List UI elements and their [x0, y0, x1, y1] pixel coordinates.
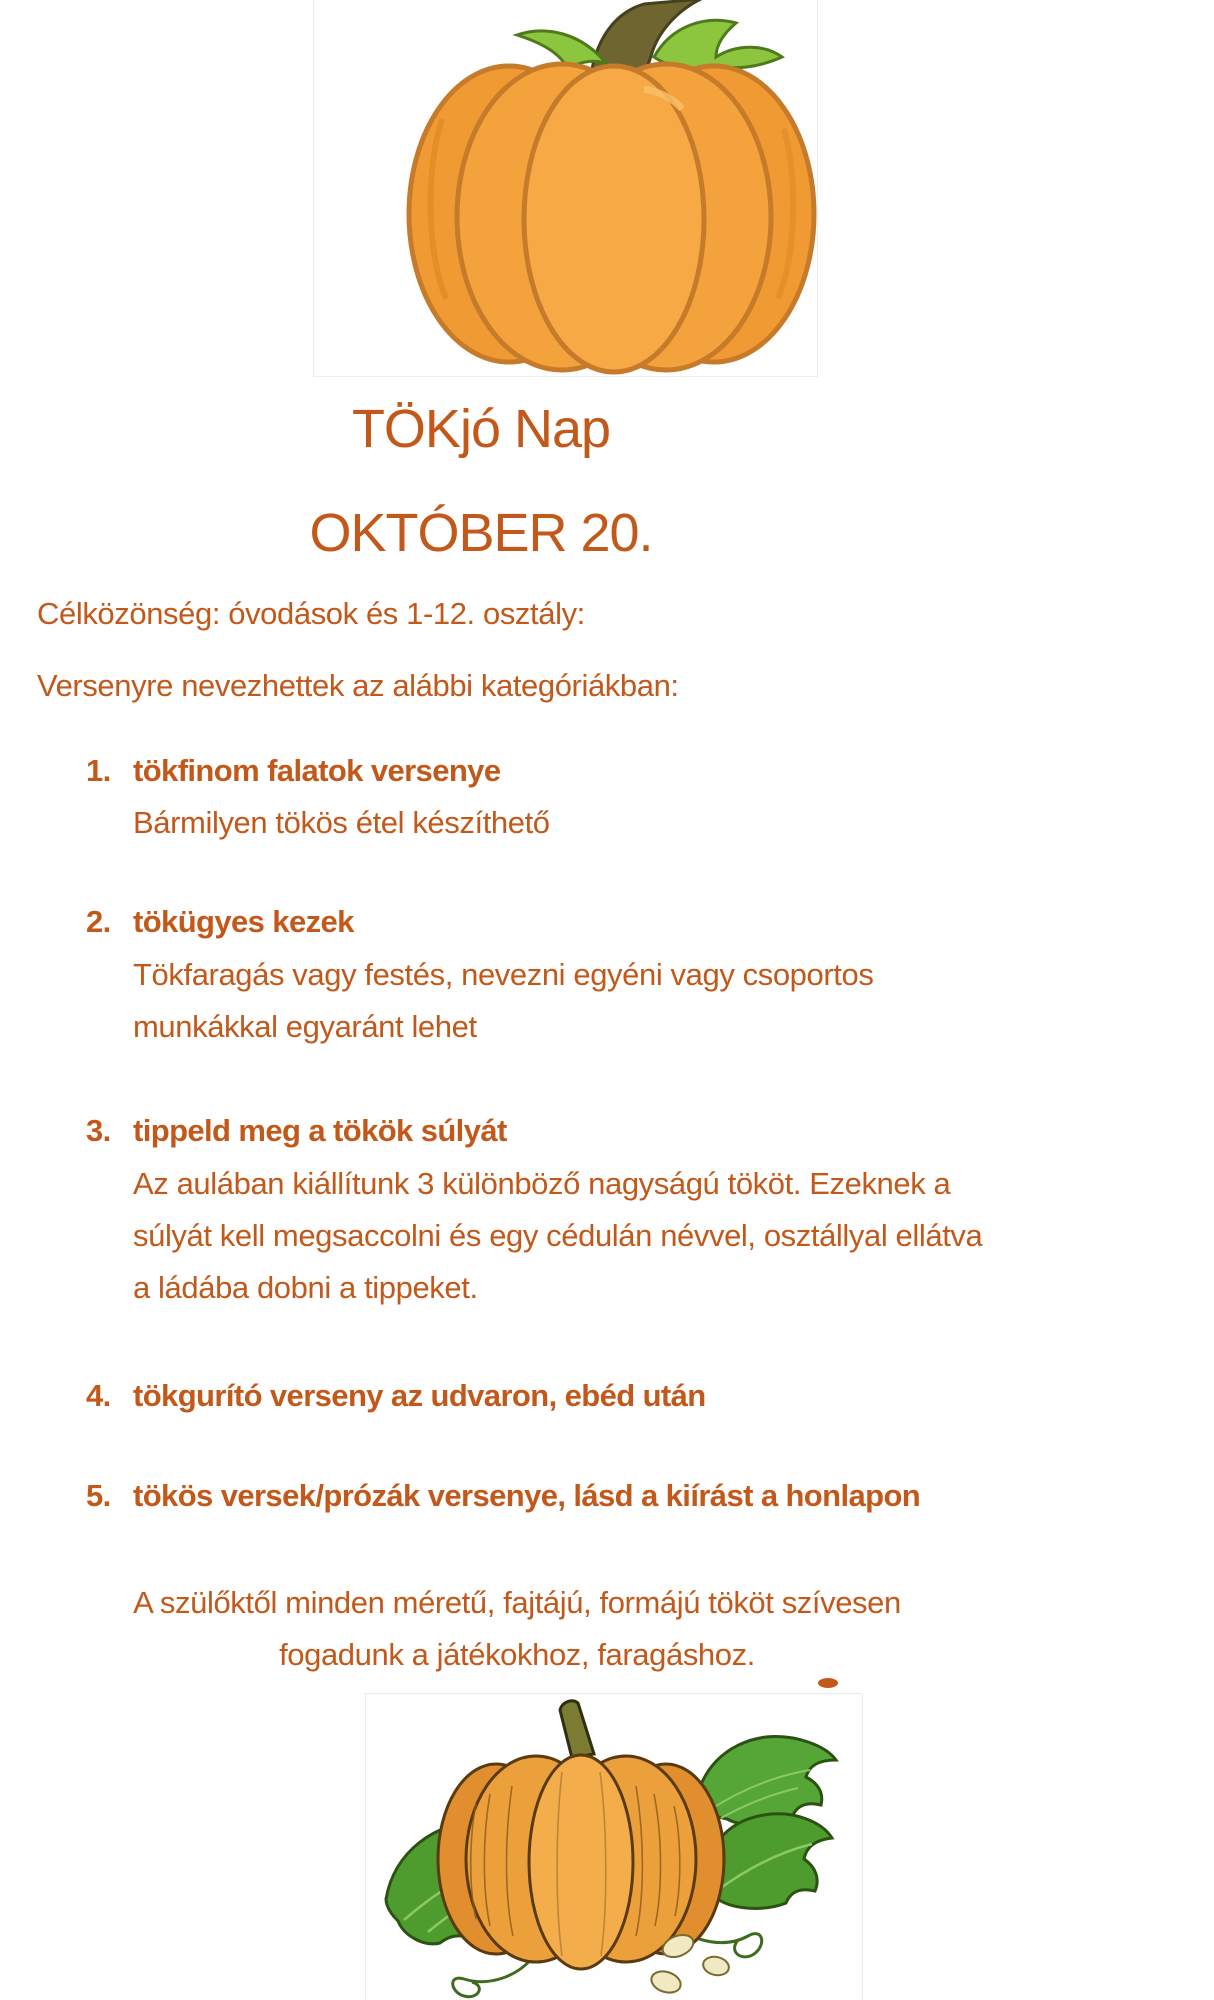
list-item-number: 5. [86, 1478, 111, 1513]
cartoon-pumpkin-icon [314, 0, 817, 376]
page-title: TÖKjó Nap [351, 399, 611, 459]
list-item-description: a ládába dobni a tippeket. [133, 1270, 478, 1305]
bottom-pumpkin-image [365, 1693, 863, 2000]
intro-categories-line: Versenyre nevezhettek az alábbi kategóriákban: [37, 668, 679, 703]
sketch-pumpkin-icon [366, 1694, 862, 2000]
stray-orange-speck [818, 1678, 838, 1688]
list-item-title: tippeld meg a tökök súlyát [133, 1113, 507, 1148]
footer-note-line: fogadunk a játékokhoz, faragáshoz. [279, 1637, 755, 1672]
list-item-title: tökfinom falatok versenye [133, 753, 501, 788]
list-item-description: súlyát kell megsaccolni és egy cédulán névvel, osztállyal ellátva [133, 1218, 983, 1253]
list-item-description: munkákkal egyaránt lehet [133, 1009, 477, 1044]
footer-note-line: A szülőktől minden méretű, fajtájú, formájú tököt szívesen [133, 1585, 901, 1620]
list-item-description: Az aulában kiállítunk 3 különböző nagyságú tököt. Ezeknek a [133, 1166, 951, 1201]
list-item-number: 3. [86, 1113, 111, 1148]
list-item-title: tökügyes kezek [133, 904, 354, 939]
list-item-number: 2. [86, 904, 111, 939]
intro-audience-line: Célközönség: óvodások és 1-12. osztály: [37, 596, 585, 631]
list-item-description: Tökfaragás vagy festés, nevezni egyéni vagy csoportos [133, 957, 874, 992]
list-item-number: 1. [86, 753, 111, 788]
list-item-title: tökgurító verseny az udvaron, ebéd után [133, 1378, 706, 1413]
list-item-number: 4. [86, 1378, 111, 1413]
top-pumpkin-image [313, 0, 818, 377]
event-date: OKTÓBER 20. [309, 503, 653, 563]
list-item-title: tökös versek/prózák versenye, lásd a kiírást a honlapon [133, 1478, 921, 1513]
list-item-description: Bármilyen tökös étel készíthető [133, 805, 550, 840]
